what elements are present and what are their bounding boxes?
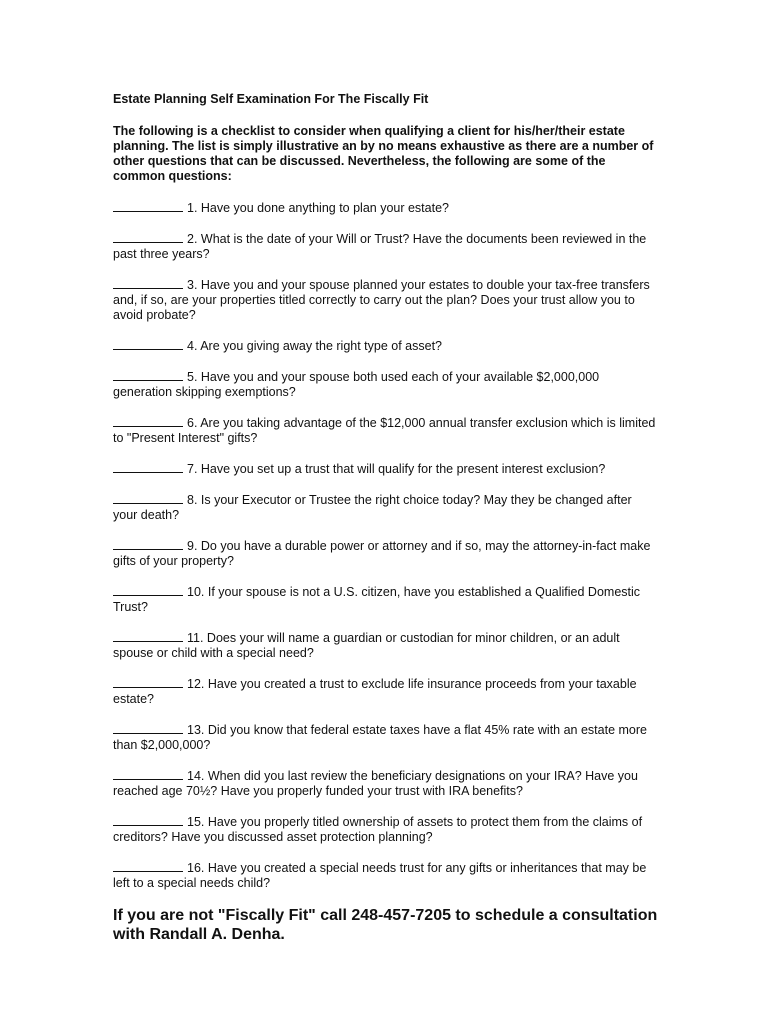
answer-blank[interactable] xyxy=(113,676,183,688)
answer-blank[interactable] xyxy=(113,814,183,826)
checklist-item xyxy=(113,814,658,845)
checklist-item xyxy=(113,200,658,216)
answer-blank[interactable] xyxy=(113,338,183,350)
question-text: 13. Did you know that federal estate taxes have a flat 45% rate with an estate more than $2,000,000? xyxy=(113,723,647,752)
question-text: 7. Have you set up a trust that will qualify for the present interest exclusion? xyxy=(187,462,606,476)
checklist-item xyxy=(113,338,658,354)
checklist-item xyxy=(113,415,658,446)
checklist-item xyxy=(113,676,658,707)
intro-paragraph: The following is a checklist to consider when qualifying a client for his/her/their estate planning. The list is simply illustrative an by no means exhaustive as there are a number of other questions that can be discussed. Nevertheless, the following are some of the common questions: xyxy=(113,124,654,183)
question-text: 4. Are you giving away the right type of asset? xyxy=(187,339,443,353)
question-text: 15. Have you properly titled ownership of assets to protect them from the claims of creditors? Have you discussed asset protection planning? xyxy=(113,815,643,844)
checklist xyxy=(113,200,658,891)
checklist-item xyxy=(113,277,658,323)
answer-blank[interactable] xyxy=(113,461,183,473)
answer-blank[interactable] xyxy=(113,630,183,642)
checklist-item xyxy=(113,231,658,262)
question-text: 14. When did you last review the beneficiary designations on your IRA? Have you reached age 70½? Have you properly funded your trust with IRA benefits? xyxy=(113,769,638,798)
answer-blank[interactable] xyxy=(113,860,183,872)
answer-blank[interactable] xyxy=(113,768,183,780)
question-text: 6. Are you taking advantage of the $12,000 annual transfer exclusion which is limited to "Present Interest" gifts? xyxy=(113,416,656,445)
answer-blank[interactable] xyxy=(113,415,183,427)
checklist-item xyxy=(113,860,658,891)
answer-blank[interactable] xyxy=(113,369,183,381)
answer-blank[interactable] xyxy=(113,231,183,243)
document-title: Estate Planning Self Examination For The Fiscally Fit xyxy=(113,92,429,106)
answer-blank[interactable] xyxy=(113,277,183,289)
question-text: 2. What is the date of your Will or Trust? Have the documents been reviewed in the past three years? xyxy=(113,232,647,261)
question-text: 9. Do you have a durable power or attorney and if so, may the attorney-in-fact make gifts of your property? xyxy=(113,539,651,568)
checklist-item xyxy=(113,369,658,400)
checklist-item xyxy=(113,492,658,523)
answer-blank[interactable] xyxy=(113,538,183,550)
checklist-item xyxy=(113,630,658,661)
question-text: 10. If your spouse is not a U.S. citizen, have you established a Qualified Domestic Trust? xyxy=(113,585,641,614)
answer-blank[interactable] xyxy=(113,584,183,596)
checklist-item xyxy=(113,584,658,615)
closing-call-to-action: If you are not "Fiscally Fit" call 248-457-7205 to schedule a consultation with Randall A. Denha. xyxy=(113,907,658,943)
question-text: 12. Have you created a trust to exclude life insurance proceeds from your taxable estate? xyxy=(113,677,637,706)
question-text: 11. Does your will name a guardian or custodian for minor children, or an adult spouse or child with a special need? xyxy=(113,631,620,660)
question-text: 3. Have you and your spouse planned your estates to double your tax-free transfers and, if so, are your properties titled correctly to carry out the plan? Does your trust allow you to avoid probate? xyxy=(113,278,650,322)
answer-blank[interactable] xyxy=(113,200,183,212)
question-text: 1. Have you done anything to plan your estate? xyxy=(187,201,449,215)
checklist-item xyxy=(113,461,658,477)
question-text: 5. Have you and your spouse both used each of your available $2,000,000 generation skipping exemptions? xyxy=(113,370,600,399)
checklist-item xyxy=(113,722,658,753)
question-text: 8. Is your Executor or Trustee the right choice today? May they be changed after your death? xyxy=(113,493,632,522)
answer-blank[interactable] xyxy=(113,492,183,504)
answer-blank[interactable] xyxy=(113,722,183,734)
question-text: 16. Have you created a special needs trust for any gifts or inheritances that may be left to a special needs child? xyxy=(113,861,647,890)
checklist-item xyxy=(113,538,658,569)
document-page xyxy=(113,92,658,944)
checklist-item xyxy=(113,768,658,799)
